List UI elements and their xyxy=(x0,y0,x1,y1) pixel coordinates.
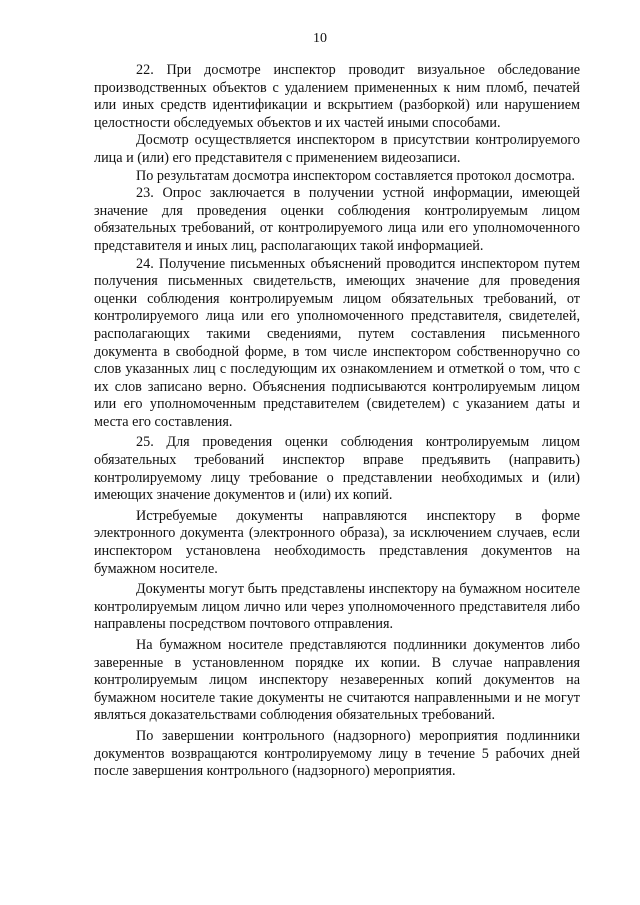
page-number: 10 xyxy=(313,31,327,46)
paragraph-originals-copies: На бумажном носителе представляются подлинники документов либо заверенные в установленном порядке их копии. В случае направления контролируемым лицом инспектору незаверенных копий документов на бумажном носителе такие документы не считаются направленными и не могут являться доказательствами соблюдения обязательных требований. xyxy=(94,637,580,724)
paragraph-documents-paper: Документы могут быть представлены инспектору на бумажном носителе контролируемым лицом лично или через уполномоченного представителя либо направлены посредством почтового отправления. xyxy=(94,581,580,633)
document-body xyxy=(94,62,580,781)
paragraph-inspection-protocol: По результатам досмотра инспектором составляется протокол досмотра. xyxy=(136,167,575,184)
paragraph-23-survey: 23. Опрос заключается в получении устной информации, имеющей значение для проведения оценки соблюдения контролируемым лицом обязательных требований, от контролируемого лица или его уполномоченного представителя и иных лиц, располагающих такой информацией. xyxy=(94,185,580,254)
paragraph-24-written-explanations: 24. Получение письменных объяснений проводится инспектором путем получения письменных свидетельств, имеющих значение для проведения оценки соблюдения контролируемым лицом обязательных требований, от контролируемого лица или его уполномоченного представителя, свидетелей, располагающих такими сведениями, путем составления письменного документа в свободной форме, в том числе инспектором собственноручно со слов указанных лиц с последующим их ознакомлением и отметкой о том, что с их слов записано верно. Объяснения подписываются контролируемым лицом или его уполномоченным представителем (свидетелем) с указанием даты и места его составления. xyxy=(94,255,580,430)
paragraph-25-documents-request: 25. Для проведения оценки соблюдения контролируемым лицом обязательных требований инспектор вправе предъявить (направить) контролируемому лицу требование о представлении необходимых и (или) имеющих значение документов и (или) их копий. xyxy=(94,434,580,504)
paragraph-22-inspection: 22. При досмотре инспектор проводит визуальное обследование производственных объектов с удалением примененных к ним пломб, печатей или иных средств идентификации и вскрытием (разборкой) или нарушением целостности обследуемых объектов и их частей иными способами. xyxy=(94,62,580,131)
paragraph-inspection-presence: Досмотр осуществляется инспектором в присутствии контролируемого лица и (или) его представителя с применением видеозаписи. xyxy=(94,132,580,166)
paragraph-originals-return: По завершении контрольного (надзорного) мероприятия подлинники документов возвращаются контролируемому лицу в течение 5 рабочих дней после завершения контрольного (надзорного) мероприятия. xyxy=(94,727,580,780)
paragraph-documents-electronic: Истребуемые документы направляются инспектору в форме электронного документа (электронного образа), за исключением случаев, если инспектором установлена необходимость представления документов на бумажном носителе. xyxy=(94,507,580,577)
